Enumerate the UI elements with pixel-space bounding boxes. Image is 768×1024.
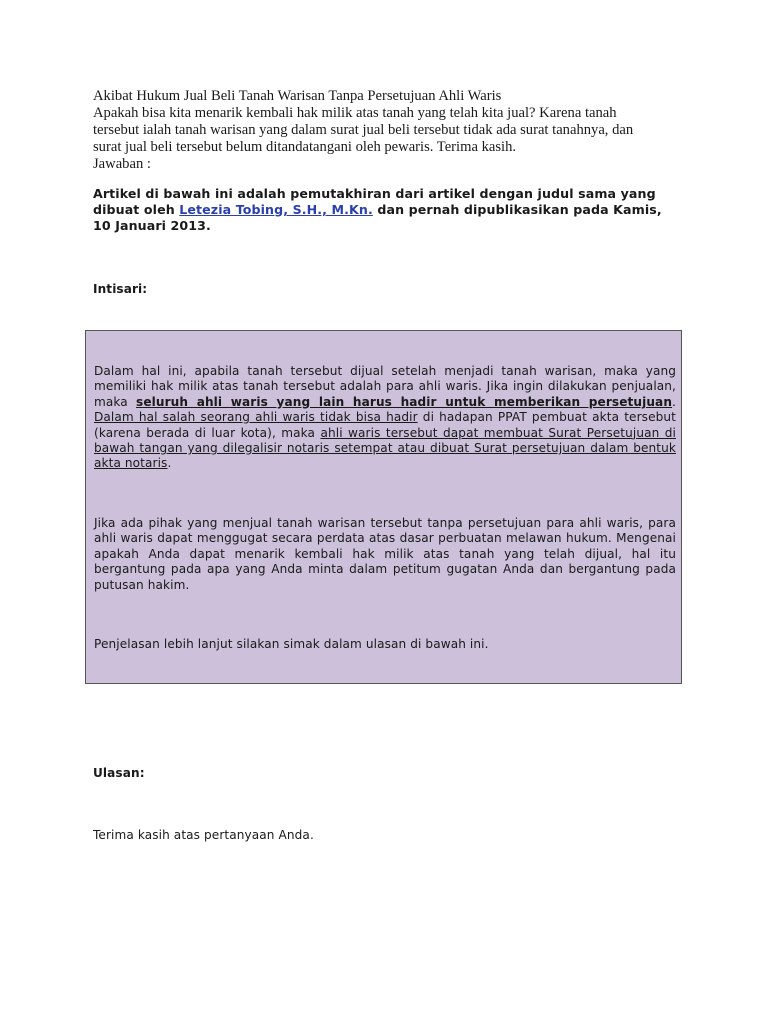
question-line-1: Apakah bisa kita menarik kembali hak milik atas tanah yang telah kita jual? Karena tanah [93, 105, 617, 121]
p1-underline-consent-letter: ahli waris tersebut dapat membuat Surat Persetujuan di bawah tangan yang dilegalisir notaris setempat atau dibuat Surat persetujuan dalam bentuk akta notaris [94, 425, 676, 471]
ulasan-heading: Ulasan: [93, 766, 145, 780]
question-line-3: surat jual beli tersebut belum ditandatangani oleh pewaris. Terima kasih. [93, 139, 517, 155]
note-text-after: dan pernah dipublikasikan pada Kamis, 10 Januari 2013. [93, 202, 662, 233]
p1-underline-absent-heir: Dalam hal salah seorang ahli waris tidak bisa hadir [94, 410, 418, 425]
summary-box [85, 330, 682, 684]
p1-separator: . [672, 394, 676, 409]
answer-label: Jawaban : [93, 156, 151, 172]
summary-paragraph-3: Penjelasan lebih lanjut silakan simak dalam ulasan di bawah ini. [94, 637, 489, 651]
p1-text: Dalam hal ini, apabila tanah tersebut dijual setelah menjadi tanah warisan, maka yang memiliki hak milik atas tanah tersebut adalah para ahli waris. Jika ingin dilakukan penjualan, maka [94, 364, 676, 409]
question-line-2: tersebut ialah tanah warisan yang dalam surat jual beli tersebut tidak ada surat tanahnya, dan [93, 122, 634, 138]
question-section [93, 88, 683, 173]
note-text-before: Artikel di bawah ini adalah pemutakhiran dari artikel dengan judul sama yang dibuat oleh [93, 186, 656, 217]
author-link[interactable]: Letezia Tobing, S.H., M.Kn. [179, 202, 373, 217]
update-note [93, 186, 679, 234]
article-title: Akibat Hukum Jual Beli Tanah Warisan Tanpa Persetujuan Ahli Waris [93, 88, 502, 104]
intisari-heading: Intisari: [93, 282, 148, 296]
summary-paragraph-2: Jika ada pihak yang menjual tanah warisan tersebut tanpa persetujuan para ahli waris, para ahli waris dapat menggugat secara perdata atas dasar perbuatan melawan hukum. Mengenai apakah Anda dapat menarik kembali hak milik atas tanah yang telah dijual, hal itu bergantung pada apa yang Anda minta dalam petitum gugatan Anda dan bergantung pada putusan hakim. [94, 516, 676, 592]
p1-emphasis-all-heirs: seluruh ahli waris yang lain harus hadir untuk memberikan persetujuan [136, 394, 673, 409]
p1-text-ppat: di hadapan PPAT pembuat akta tersebut (karena berada di luar kota), maka [94, 410, 676, 440]
thanks-text: Terima kasih atas pertanyaan Anda. [93, 828, 314, 842]
summary-paragraph-1 [94, 364, 676, 472]
p1-end: . [167, 456, 172, 471]
